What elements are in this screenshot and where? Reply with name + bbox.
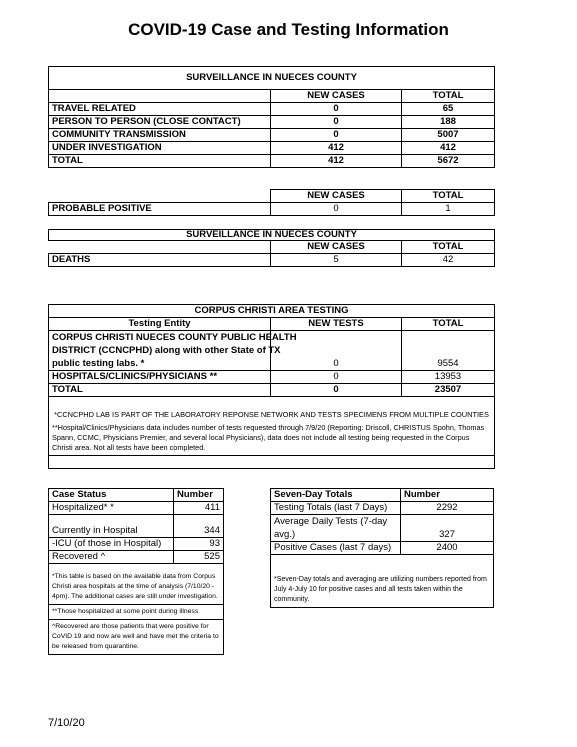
table-row (49, 116, 495, 129)
testing-totals-value: 2292 (401, 502, 494, 515)
case-status-note: *This table is based on the available data from Corpus Christi area hospitals at the time of analysis (7/10/20 - 4pm). The additional cases are still under investigation. (49, 564, 224, 605)
row-label: TRAVEL RELATED (49, 103, 271, 116)
current-label: Currently in Hospital (49, 515, 174, 538)
row-label: COMMUNITY TRANSMISSION (49, 129, 271, 142)
recovered-value: 525 (174, 551, 224, 564)
deaths-heading: SURVEILLANCE IN NUECES COUNTY (49, 230, 495, 241)
testing-table (48, 304, 495, 469)
table-row (49, 331, 495, 371)
table-row (49, 142, 495, 155)
hosp-label: HOSPITALS/CLINICS/PHYSICIANS ** (49, 371, 271, 384)
table-row (49, 371, 495, 384)
testing-note-lab: *CCNCPHD LAB IS PART OF THE LABORATORY REPONSE NETWORK AND TESTS SPECIMENS FROM MULTIPLE COUNTIES (49, 409, 495, 421)
col-total: TOTAL (402, 241, 495, 254)
case-status-note-recovered: ^Recovered are those patients that were positive for CoVID 19 and now are well and have met the criteria to be released from quarantine. (49, 620, 224, 655)
row-new: 412 (271, 155, 402, 168)
testing-note-hospitals: **Hospital/Clinics/Physicians data includes number of tests requested through 7/9/20 (Reporting: Driscoll, CHRISTUS Spohn, Thomas Spann, CCMC, Physicians Premier, and several local Physicians), data does not include all testing being requested in the Corpus Christi area. Not all tests have been completed. (49, 421, 495, 456)
positive-cases-label: Positive Cases (last 7 days) (271, 542, 401, 555)
blank-cell (49, 241, 271, 254)
hospitalized-label: Hospitalized* * (49, 502, 174, 515)
spacer (49, 456, 495, 469)
positive-cases-value: 2400 (401, 542, 494, 555)
report-date: 7/10/20 (48, 717, 85, 729)
surveillance-table (48, 66, 495, 168)
deaths-new: 5 (271, 254, 402, 267)
deaths-table (48, 229, 495, 267)
col-new-cases: NEW CASES (271, 241, 402, 254)
cc-lab-label (49, 331, 297, 371)
col-total: TOTAL (402, 318, 495, 331)
row-label: TOTAL (49, 155, 271, 168)
testing-total-new: 0 (271, 384, 402, 397)
hosp-total: 13953 (402, 371, 495, 384)
cc-lab-new: 0 (271, 331, 402, 371)
cc-lab-line: DISTRICT (CCNCPHD) along with other State of TX (52, 345, 281, 356)
col-new-tests: NEW TESTS (271, 318, 402, 331)
col-number: Number (401, 489, 494, 502)
blank-cell (49, 90, 271, 103)
hospitalized-value: 411 (174, 502, 224, 515)
avg-daily-line: avg.) (274, 529, 296, 540)
probable-label: PROBABLE POSITIVE (49, 203, 271, 216)
row-total: 5007 (402, 129, 495, 142)
row-new: 0 (271, 116, 402, 129)
col-case-status: Case Status (49, 489, 174, 502)
table-row (49, 129, 495, 142)
case-status-table (48, 488, 224, 655)
icu-label: -ICU (of those in Hospital) (49, 538, 174, 551)
col-number: Number (174, 489, 224, 502)
spacer (49, 397, 495, 410)
probable-new: 0 (271, 203, 402, 216)
row-label: PERSON TO PERSON (CLOSE CONTACT) (49, 116, 271, 129)
case-status-note-hospitalized: **Those hospitalized at some point during illness (49, 605, 224, 620)
testing-total-label: TOTAL (49, 384, 271, 397)
seven-day-table (270, 488, 494, 608)
col-seven-day: Seven-Day Totals (271, 489, 401, 502)
row-total: 5672 (402, 155, 495, 168)
avg-daily-label (271, 515, 401, 542)
row-new: 412 (271, 142, 402, 155)
row-total: 65 (402, 103, 495, 116)
table-row (49, 384, 495, 397)
deaths-label: DEATHS (49, 254, 271, 267)
recovered-label: Recovered ^ (49, 551, 174, 564)
row-new: 0 (271, 129, 402, 142)
hosp-new: 0 (271, 371, 402, 384)
probable-total: 1 (402, 203, 495, 216)
row-new: 0 (271, 103, 402, 116)
col-new-cases: NEW CASES (271, 90, 402, 103)
icu-value: 93 (174, 538, 224, 551)
deaths-total: 42 (402, 254, 495, 267)
blank-cell (49, 190, 271, 203)
cc-lab-total: 9554 (402, 331, 495, 371)
cc-lab-line: CORPUS CHRISTI NUECES COUNTY PUBLIC HEALTH (52, 332, 297, 343)
row-label: UNDER INVESTIGATION (49, 142, 271, 155)
row-total: 412 (402, 142, 495, 155)
avg-daily-value: 327 (401, 515, 494, 542)
page-title: COVID-19 Case and Testing Information (128, 20, 449, 39)
surveillance-heading: SURVEILLANCE IN NUECES COUNTY (49, 67, 495, 90)
testing-totals-label: Testing Totals (last 7 Days) (271, 502, 401, 515)
table-row (49, 155, 495, 168)
col-testing-entity: Testing Entity (49, 318, 271, 331)
col-new-cases: NEW CASES (271, 190, 402, 203)
probable-table (48, 189, 495, 216)
seven-day-note: *Seven-Day totals and averaging are utilizing numbers reported from July 4-July 10 for positive cases and all tests taken within the community. (271, 555, 494, 608)
current-value: 344 (174, 515, 224, 538)
testing-total-total: 23507 (402, 384, 495, 397)
row-total: 188 (402, 116, 495, 129)
testing-heading: CORPUS CHRISTI AREA TESTING (49, 305, 495, 318)
col-total: TOTAL (402, 90, 495, 103)
col-total: TOTAL (402, 190, 495, 203)
avg-daily-line: Average Daily Tests (7-day (274, 516, 388, 527)
table-row (49, 103, 495, 116)
cc-lab-line: public testing labs. * (52, 358, 145, 369)
